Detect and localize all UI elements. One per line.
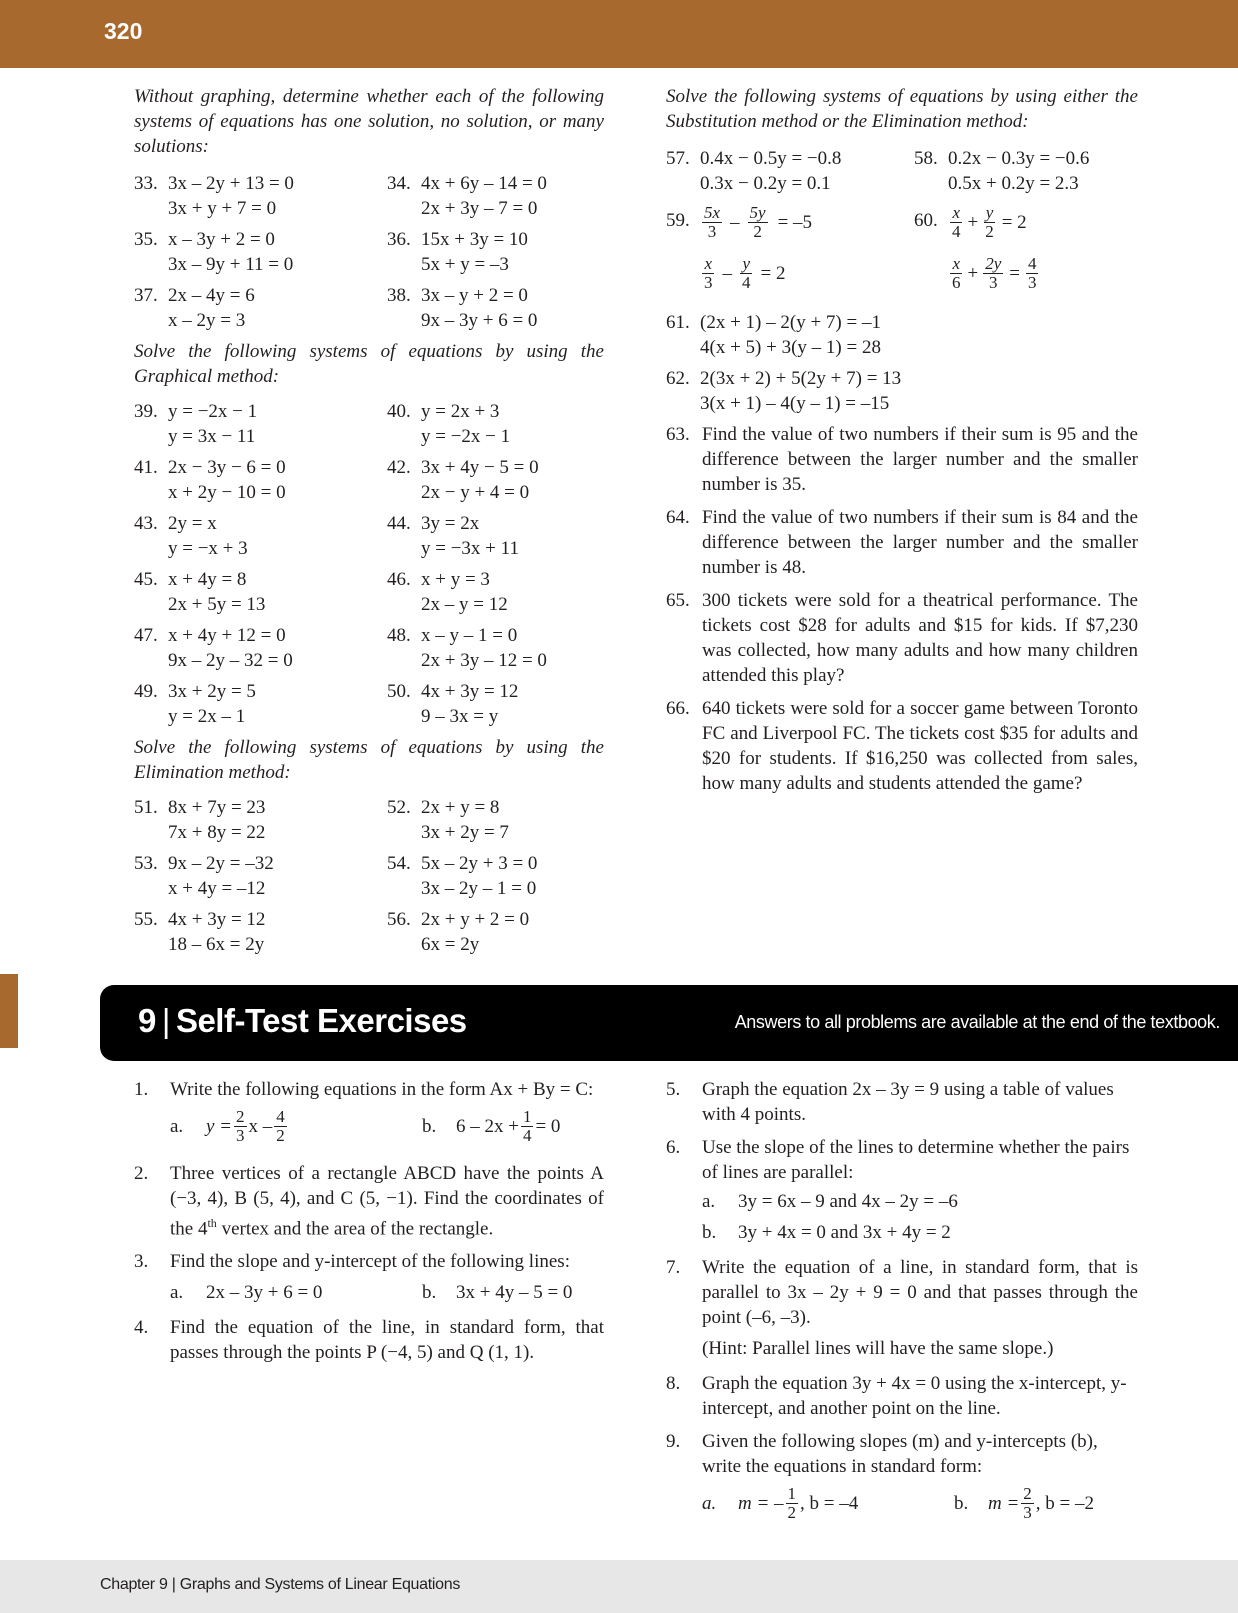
equation-line: x + y = 3 (421, 569, 490, 590)
exercise-58 (914, 146, 1089, 196)
instruction-elimination: Solve the following systems of equations by using the Elimination method: (134, 737, 604, 783)
question-7-hint: (Hint: Parallel lines will have the same slope.) (702, 1338, 1054, 1359)
exercise-number: 60. (914, 210, 938, 231)
equation-line: 0.5x + 0.2y = 2.3 (948, 173, 1079, 194)
equation-line: 9 – 3x = y (421, 706, 499, 727)
equation-line: 7x + 8y = 22 (168, 822, 266, 843)
exercise-number: 49. (134, 681, 158, 702)
exercise (134, 851, 387, 901)
part-label: a. (170, 1282, 184, 1304)
self-test-question-8 (666, 1371, 1138, 1421)
exercise-number: 62. (666, 368, 690, 389)
equation-line: 9x – 2y = –32 (168, 853, 274, 874)
question-number: 4. (134, 1317, 149, 1339)
exercise-set-2 (134, 399, 604, 729)
exercise-number: 63. (666, 424, 690, 445)
exercise-60 (914, 202, 1040, 300)
equation-line: 4(x + 5) + 3(y – 1) = 28 (700, 337, 881, 358)
exercise-pair-row (134, 679, 604, 729)
exercise-number: 57. (666, 148, 690, 169)
exercise-number: 65. (666, 590, 690, 611)
question-1b-equation: 6 – 2x + $\frac{1}{4}$ = 0 (456, 1107, 561, 1145)
equation-line: 0.4x − 0.5y = −0.8 (700, 148, 842, 169)
exercise-number: 64. (666, 507, 690, 528)
exercise-62 (666, 366, 1138, 416)
part-label: b. (422, 1116, 437, 1137)
question-6b-equation: 3y + 4x = 0 and 3x + 4y = 2 (738, 1222, 951, 1243)
exercise (134, 283, 387, 333)
instruction-substitution: Solve the following systems of equations by using either the Substitution method or the Elimination method: (666, 86, 1138, 132)
equation-line: 2x + 3y – 7 = 0 (421, 198, 538, 219)
exercise (387, 795, 509, 845)
equation-line: y = −3x + 11 (421, 538, 519, 559)
exercise (387, 455, 539, 505)
exercise (387, 567, 508, 617)
question-text: Graph the equation 3y + 4x = 0 using the x-intercept, y-intercept, and another point on the line. (702, 1373, 1127, 1419)
equation-line: 4x + 3y = 12 (421, 681, 519, 702)
question-9b-equation: m = $\frac{2}{3}$ , b = –2 (988, 1484, 1095, 1522)
exercise-pair-row (134, 795, 604, 845)
self-test-question-5 (666, 1077, 1138, 1127)
fraction: $\frac{5y}{2}$ (749, 203, 766, 241)
exercise-number: 35. (134, 229, 158, 250)
equation-line: 2y = x (168, 513, 217, 534)
exercise-59 (666, 202, 914, 300)
right-column (666, 84, 1138, 804)
self-test-question-6 (666, 1135, 1138, 1185)
exercise (134, 623, 387, 673)
section-number: 9 (138, 1002, 156, 1039)
equation-line: x – y – 1 = 0 (421, 625, 518, 646)
exercise-number: 53. (134, 853, 158, 874)
fraction: $\frac{4}{2}$ (276, 1107, 285, 1145)
exercise-number: 59. (666, 210, 690, 231)
equation-line: 15x + 3y = 10 (421, 229, 528, 250)
equation-line: y = 2x + 3 (421, 401, 500, 422)
exercise-set-3 (134, 795, 604, 957)
question-1-parts (134, 1108, 604, 1145)
equation-line: y = 3x − 11 (168, 426, 256, 447)
question-3-parts (134, 1280, 604, 1305)
part-label: b. (702, 1222, 717, 1243)
exercise-number: 34. (387, 173, 411, 194)
equation-line: y = −2x − 1 (168, 401, 258, 422)
exercise (387, 227, 528, 277)
exercise-number: 52. (387, 797, 411, 818)
exercise-number: 48. (387, 625, 411, 646)
fraction-equation: $\frac{x}{4}$ + $\frac{y}{2}$ = 2 (952, 203, 1027, 241)
equation-line: 3x – y + 2 = 0 (421, 285, 528, 306)
exercise-number: 42. (387, 457, 411, 478)
exercise-number: 45. (134, 569, 158, 590)
fraction: $\frac{4}{3}$ (1027, 254, 1037, 292)
question-number: 6. (666, 1137, 681, 1158)
question-text: Write the following equations in the form Ax + By = C: (170, 1079, 594, 1100)
equation-line: (2x + 1) – 2(y + 7) = –1 (700, 312, 881, 333)
section-title (138, 1002, 467, 1040)
exercise-61 (666, 310, 1138, 360)
equation-line: 3x + 4y − 5 = 0 (421, 457, 539, 478)
equation-line: 2x + y + 2 = 0 (421, 909, 530, 930)
exercise-number: 41. (134, 457, 158, 478)
section-divider: | (161, 1002, 170, 1039)
equation-line: x + 4y + 12 = 0 (168, 625, 286, 646)
question-6a-equation: 3y = 6x – 9 and 4x – 2y = –6 (738, 1191, 958, 1212)
question-6b (702, 1220, 1138, 1245)
exercise-pair-row (134, 623, 604, 673)
exercise (387, 283, 537, 333)
question-number: 7. (666, 1257, 681, 1278)
equation-line: 5x – 2y + 3 = 0 (421, 853, 538, 874)
side-tab-marker (0, 974, 18, 1048)
fraction: $\frac{1}{4}$ (522, 1107, 532, 1145)
equation-line: 3x + y + 7 = 0 (168, 198, 277, 219)
self-test-right-column (666, 1077, 1138, 1522)
equation-line: 3x + 2y = 7 (421, 822, 509, 843)
exercise-pair-row (134, 455, 604, 505)
question-number: 2. (134, 1163, 149, 1184)
question-number: 3. (134, 1251, 149, 1273)
exercise-row-57-58 (666, 146, 1138, 196)
equation-line: 3x – 2y + 13 = 0 (168, 173, 294, 194)
exercise-pair-row (134, 511, 604, 561)
exercise-number: 66. (666, 698, 690, 719)
question-text: Find the slope and y-intercept of the following lines: (170, 1251, 570, 1273)
section-title-text: Self-Test Exercises (175, 1002, 467, 1039)
exercise-number: 47. (134, 625, 158, 646)
exercise (134, 567, 387, 617)
exercise (134, 679, 387, 729)
self-test-question-3 (134, 1249, 604, 1274)
fraction: $\frac{x}{4}$ (952, 203, 961, 241)
self-test-question-2 (134, 1161, 604, 1241)
equation-line: 18 – 6x = 2y (168, 934, 265, 955)
equation-line: 3x – 9y + 11 = 0 (168, 254, 294, 275)
question-text: Three vertices of a rectangle ABCD have the points A (−3, 4), B (5, 4), and C (5, −1). Find the coordinates of the 4th vertex and the area of the rectangle. (170, 1163, 604, 1240)
exercise-row-59-60 (666, 202, 1138, 300)
part-label: b. (422, 1282, 437, 1304)
self-test-question-4 (134, 1315, 604, 1365)
top-banner (0, 0, 1238, 68)
equation-line: 3x + 2y = 5 (168, 681, 256, 702)
exercise-number: 43. (134, 513, 158, 534)
fraction-equation: $\frac{x}{6}$ + $\frac{2y}{3}$ = $\frac{4}{3}$ (952, 254, 1037, 292)
exercise (387, 907, 529, 957)
question-text: Find the equation of the line, in standard form, that passes through the points P (−4, 5) and Q (1, 1). (170, 1317, 604, 1364)
question-number: 8. (666, 1373, 681, 1394)
left-column (134, 84, 604, 963)
exercise (134, 227, 387, 277)
part-label: b. (954, 1493, 969, 1514)
exercise-number: 61. (666, 312, 690, 333)
equation-line: 0.3x − 0.2y = 0.1 (700, 173, 831, 194)
equation-line: 2x − 3y − 6 = 0 (168, 457, 286, 478)
question-number: 9. (666, 1431, 681, 1452)
equation-line: 2x + 3y – 12 = 0 (421, 650, 547, 671)
equation-line: 3(x + 1) – 4(y – 1) = –15 (700, 393, 890, 414)
fraction: $\frac{1}{2}$ (787, 1484, 797, 1522)
exercise (134, 171, 387, 221)
equation-line: y = −2x − 1 (421, 426, 511, 447)
exercise-text: Find the value of two numbers if their sum is 95 and the difference between the larger number and the smaller number is 35. (702, 424, 1138, 495)
question-text: Use the slope of the lines to determine whether the pairs of lines are parallel: (702, 1137, 1130, 1183)
equation-line: x + 4y = –12 (168, 878, 266, 899)
page-number: 320 (104, 18, 143, 44)
equation-line: 2x + y = 8 (421, 797, 500, 818)
equation-line: y = 2x – 1 (168, 706, 246, 727)
equation-line: 5x + y = –3 (421, 254, 509, 275)
exercise-pair-row (134, 171, 604, 221)
question-9-parts (702, 1485, 1138, 1522)
exercise-number: 46. (387, 569, 411, 590)
instruction-no-graphing: Without graphing, determine whether each of the following systems of equations has one solution, no solution, or many solutions: (134, 86, 604, 157)
exercise (134, 795, 387, 845)
instruction-graphical: Solve the following systems of equations by using the Graphical method: (134, 341, 604, 387)
page-footer (0, 1560, 1238, 1613)
exercise-number: 36. (387, 229, 411, 250)
question-3a-equation: 2x – 3y + 6 = 0 (206, 1282, 323, 1304)
exercise-number: 40. (387, 401, 411, 422)
exercise-pair-row (134, 399, 604, 449)
equation-line: 8x + 7y = 23 (168, 797, 266, 818)
self-test-left-column (134, 1077, 604, 1373)
exercise (387, 511, 519, 561)
fraction: $\frac{5x}{3}$ (704, 203, 721, 241)
fraction-equation: $\frac{x}{3}$ – $\frac{y}{4}$ = 2 (704, 254, 786, 292)
equation-line: 0.2x − 0.3y = −0.6 (948, 148, 1090, 169)
fraction: $\frac{2}{3}$ (236, 1107, 245, 1145)
exercise-pair-row (134, 283, 604, 333)
question-text: Given the following slopes (m) and y-intercepts (b), write the equations in standard form: (702, 1431, 1098, 1477)
equation-line: 3y = 2x (421, 513, 480, 534)
fraction: $\frac{x}{6}$ (952, 254, 961, 292)
equation-line: 4x + 6y – 14 = 0 (421, 173, 547, 194)
answers-note: Answers to all problems are available at the end of the textbook. (734, 1012, 1220, 1032)
question-1a-equation: y = $\frac{2}{3}$ x – $\frac{4}{2}$ (206, 1107, 285, 1145)
exercise-number: 58. (914, 148, 938, 169)
exercise-57 (666, 146, 914, 196)
equation-line: 9x – 3y + 6 = 0 (421, 310, 538, 331)
equation-line: 4x + 3y = 12 (168, 909, 266, 930)
exercise-64 (666, 505, 1138, 580)
exercise-65 (666, 588, 1138, 688)
question-text: Write the equation of a line, in standard form, that is parallel to 3x – 2y + 9 = 0 and that passes through the point (–6, –3). (702, 1257, 1138, 1328)
exercise-number: 51. (134, 797, 158, 818)
exercise-set-1 (134, 171, 604, 333)
self-test-question-9 (666, 1429, 1138, 1479)
exercise (134, 907, 387, 957)
part-label: a. (702, 1191, 716, 1212)
question-text: Graph the equation 2x – 3y = 9 using a table of values with 4 points. (702, 1079, 1114, 1125)
exercise-number: 56. (387, 909, 411, 930)
exercise-text: Find the value of two numbers if their sum is 84 and the difference between the larger number and the smaller number is 48. (702, 507, 1138, 578)
exercise (134, 511, 387, 561)
exercise-63 (666, 422, 1138, 497)
fraction: $\frac{y}{4}$ (742, 254, 751, 292)
question-6a (702, 1189, 1138, 1214)
exercise-number: 39. (134, 401, 158, 422)
exercise-number: 37. (134, 285, 158, 306)
equation-line: y = −x + 3 (168, 538, 248, 559)
fraction: $\frac{2}{3}$ (1023, 1484, 1032, 1522)
exercise (387, 679, 518, 729)
exercise (387, 399, 510, 449)
equation-line: 9x – 2y – 32 = 0 (168, 650, 293, 671)
exercise-pair-row (134, 227, 604, 277)
exercise (134, 399, 387, 449)
exercise-number: 33. (134, 173, 158, 194)
exercise-number: 38. (387, 285, 411, 306)
exercise (387, 171, 547, 221)
exercise (134, 455, 387, 505)
fraction: $\frac{y}{2}$ (985, 203, 994, 241)
question-number: 1. (134, 1079, 149, 1100)
equation-line: 3x – 2y – 1 = 0 (421, 878, 537, 899)
chapter-footer-text: Chapter 9 | Graphs and Systems of Linear Equations (100, 1576, 461, 1593)
self-test-question-1 (134, 1077, 604, 1102)
fraction-equation: $\frac{5x}{3}$ – $\frac{5y}{2}$ = –5 (704, 203, 813, 241)
exercise-number: 44. (387, 513, 411, 534)
equation-line: 2x – 4y = 6 (168, 285, 255, 306)
exercise-number: 54. (387, 853, 411, 874)
equation-line: 2(3x + 2) + 5(2y + 7) = 13 (700, 368, 902, 389)
exercise-text: 300 tickets were sold for a theatrical performance. The tickets cost $28 for adults and $15 for kids. If $7,230 was collected, how many adults and how many children attended this play? (702, 590, 1138, 686)
exercise (387, 623, 547, 673)
part-label: a. (702, 1493, 717, 1514)
question-number: 5. (666, 1079, 681, 1100)
exercise-pair-row (134, 851, 604, 901)
part-label: a. (170, 1116, 184, 1137)
self-test-question-7 (666, 1255, 1138, 1330)
exercise (387, 851, 537, 901)
question-9a-equation: m = – $\frac{1}{2}$ , b = –4 (738, 1484, 859, 1522)
fraction: $\frac{x}{3}$ (704, 254, 713, 292)
equation-line: x – 2y = 3 (168, 310, 246, 331)
exercise-pair-row (134, 567, 604, 617)
exercise-pair-row (134, 907, 604, 957)
equation-line: x – 3y + 2 = 0 (168, 229, 275, 250)
equation-line: 2x − y + 4 = 0 (421, 482, 530, 503)
exercise-66 (666, 696, 1138, 796)
exercise-number: 50. (387, 681, 411, 702)
exercise-text: 640 tickets were sold for a soccer game between Toronto FC and Liverpool FC. The tickets cost $35 for adults and $20 for students. If $16,250 was collected from sales, how many adults and students attended the game? (702, 698, 1138, 794)
fraction: $\frac{2y}{3}$ (985, 254, 1002, 292)
section-header-band (100, 985, 1238, 1061)
exercise-number: 55. (134, 909, 158, 930)
equation-line: x + 2y − 10 = 0 (168, 482, 286, 503)
question-3b-equation: 3x + 4y – 5 = 0 (456, 1282, 573, 1304)
equation-line: 6x = 2y (421, 934, 480, 955)
equation-line: 2x + 5y = 13 (168, 594, 266, 615)
equation-line: x + 4y = 8 (168, 569, 247, 590)
equation-line: 2x – y = 12 (421, 594, 508, 615)
